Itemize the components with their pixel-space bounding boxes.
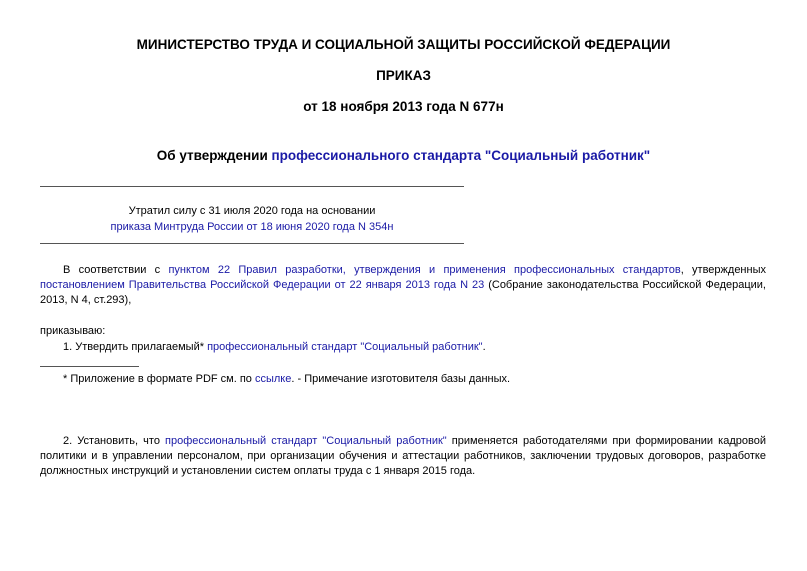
- item1-standard-link[interactable]: профессиональный стандарт "Социальный работник": [207, 341, 483, 353]
- footnote-start: * Приложение в формате PDF см. по: [63, 373, 255, 385]
- bottom-divider: [40, 243, 464, 244]
- item-2: [40, 434, 766, 479]
- p1-end: (Собрание законодательства Российской Федерации, 2013, N 4, ст.293),: [40, 279, 766, 306]
- lost-force-note: Утратил силу с 31 июля 2020 года на основании: [128, 205, 376, 217]
- item2-end: применяется работодателями при формировании кадровой политики и в управлении персоналом, при организации обучения и аттестации работников, заключении трудовых договоров, разработке должностных инструкций и установлении систем оплаты труда с 1 января 2015 года.: [40, 435, 766, 477]
- ministry-heading: МИНИСТЕРСТВО ТРУДА И СОЦИАЛЬНОЙ ЗАЩИТЫ РОССИЙСКОЙ ФЕДЕРАЦИИ: [136, 37, 671, 52]
- doc-type-heading: ПРИКАЗ: [376, 68, 431, 83]
- date-number-heading: от 18 ноября 2013 года N 677н: [303, 99, 504, 114]
- footnote-divider: [40, 366, 139, 367]
- item1-end: .: [482, 341, 486, 353]
- lost-force-basis: [40, 219, 464, 235]
- rules-point-link[interactable]: пунктом 22 Правил разработки, утверждения и применения профессиональных стандартов: [168, 264, 681, 276]
- paragraph-preamble: [40, 263, 766, 308]
- title-prefix: Об утверждении: [156, 148, 272, 163]
- footnote-end: . - Примечание изготовителя базы данных.: [291, 373, 511, 385]
- document-title: [0, 148, 807, 164]
- item1-start: 1. Утвердить прилагаемый*: [63, 341, 208, 353]
- p1-start: В соответствии с: [63, 264, 169, 276]
- p1-mid: , утвержденных: [680, 264, 766, 276]
- order-word: приказываю:: [40, 325, 106, 337]
- top-divider: [40, 186, 464, 187]
- basis-order-link[interactable]: приказа Минтруда России от 18 июня 2020 года N 354н: [110, 221, 394, 233]
- item2-start: 2. Установить, что: [63, 435, 166, 447]
- title-standard-link[interactable]: профессионального стандарта "Социальный работник": [271, 148, 651, 163]
- item2-standard-link[interactable]: профессиональный стандарт "Социальный работник": [165, 435, 447, 447]
- item-1: [63, 340, 486, 355]
- pdf-link[interactable]: ссылке: [254, 373, 292, 385]
- government-decree-link[interactable]: постановлением Правительства Российской Федерации от 22 января 2013 года N 23: [40, 279, 485, 291]
- footnote: [63, 372, 510, 387]
